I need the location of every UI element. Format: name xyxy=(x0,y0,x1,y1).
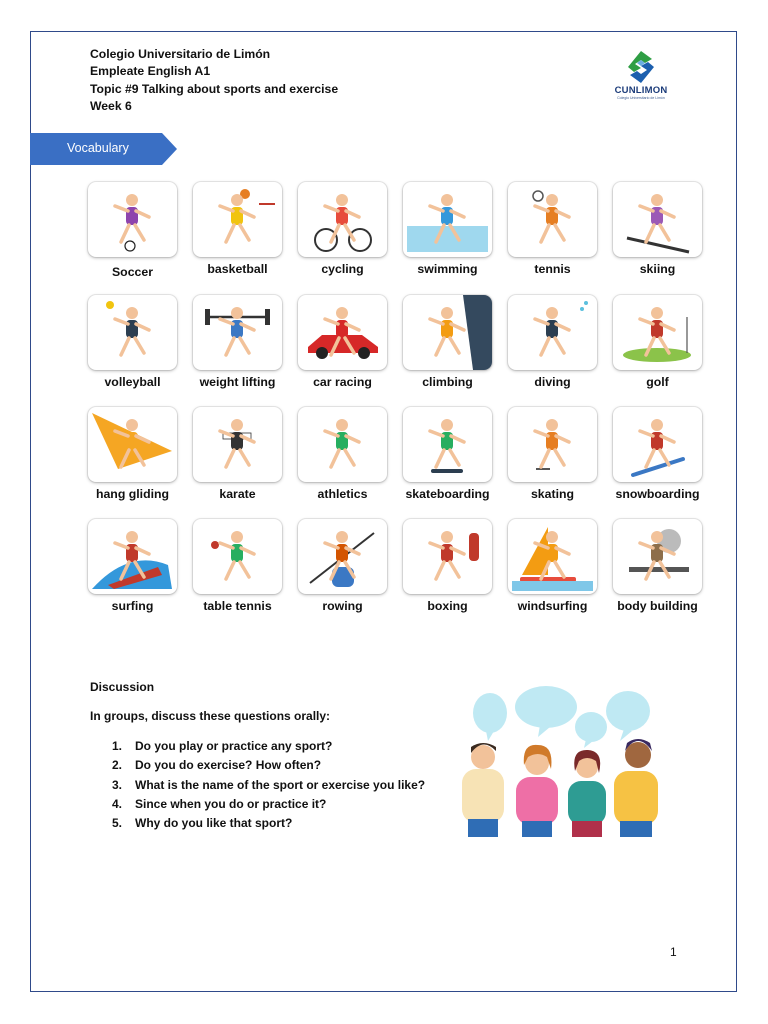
vocab-label: volleyball xyxy=(104,375,161,389)
kayaker-icon xyxy=(298,519,387,594)
vocab-card-snowboarding xyxy=(613,407,702,482)
vocabulary-banner-label: Vocabulary xyxy=(67,141,129,155)
vocab-card-golf xyxy=(613,295,702,370)
skateboarder-icon xyxy=(403,407,492,482)
people-talking-icon xyxy=(452,685,672,837)
header-week: Week 6 xyxy=(90,98,132,113)
runner-icon xyxy=(298,407,387,482)
diver-icon xyxy=(508,295,597,370)
vocab-card-table-tennis xyxy=(193,519,282,594)
golfer-icon xyxy=(613,295,702,370)
vocab-card-surfing xyxy=(88,519,177,594)
vocab-card-basketball xyxy=(193,182,282,257)
discussion-questions xyxy=(112,737,425,833)
bench-press-icon xyxy=(613,519,702,594)
vocab-card-diving xyxy=(508,295,597,370)
header-course: Empleate English A1 xyxy=(90,64,211,79)
surfer-icon xyxy=(88,519,177,594)
vocab-label: hang gliding xyxy=(95,487,170,501)
discussion-intro: In groups, discuss these questions orally: xyxy=(90,709,331,723)
ice-skater-icon xyxy=(508,407,597,482)
vocab-card-rowing xyxy=(298,519,387,594)
question-item: 1. Do you play or practice any sport? xyxy=(112,739,333,753)
vocab-card-cycling xyxy=(298,182,387,257)
vocab-card-skating xyxy=(508,407,597,482)
question-item: 3. What is the name of the sport or exercise you like? xyxy=(112,777,426,792)
vocab-label: table tennis xyxy=(203,599,272,613)
snowboarder-icon xyxy=(613,407,702,482)
boxer-icon xyxy=(403,519,492,594)
vocab-label: skating xyxy=(530,487,575,501)
discussion-title: Discussion xyxy=(90,680,155,694)
vocab-label: car racing xyxy=(313,375,372,389)
vocab-card-windsurfing xyxy=(508,519,597,594)
page-border xyxy=(30,31,737,992)
vocab-label: snowboarding xyxy=(615,487,700,501)
vocab-label: diving xyxy=(534,375,571,389)
vocab-label: golf xyxy=(646,375,669,389)
page-number: 1 xyxy=(670,945,677,959)
basketball-player-icon xyxy=(193,182,282,257)
vocab-card-weight-lifting xyxy=(193,295,282,370)
vocab-label: cycling xyxy=(321,262,364,276)
skier-icon xyxy=(613,182,702,257)
vocab-label: surfing xyxy=(111,599,154,613)
question-item: 4. Since when you do or practice it? xyxy=(112,796,327,811)
vocab-label: karate xyxy=(219,487,256,501)
question-item: 5. Why do you like that sport? xyxy=(112,816,293,831)
vocab-card-skateboarding xyxy=(403,407,492,482)
header-school: Colegio Universitario de Limón xyxy=(90,47,271,61)
vocab-label: skateboarding xyxy=(405,487,490,501)
vocab-card-skiing xyxy=(613,182,702,257)
race-car-icon xyxy=(298,295,387,370)
vocab-label: Soccer xyxy=(111,265,154,279)
vocab-card-tennis xyxy=(508,182,597,257)
vocabulary-banner xyxy=(30,133,178,165)
vocab-card-swimming xyxy=(403,182,492,257)
header-topic: Topic #9 Talking about sports and exercise xyxy=(90,81,339,96)
climber-icon xyxy=(403,295,492,370)
vocab-label: swimming xyxy=(417,262,478,276)
volleyball-player-icon xyxy=(88,295,177,370)
vocab-label: basketball xyxy=(207,262,268,276)
logo-name: CUNLIMON xyxy=(614,85,668,96)
tennis-player-icon xyxy=(508,182,597,257)
windsurfer-icon xyxy=(508,519,597,594)
vocab-card-soccer xyxy=(88,182,177,257)
vocab-label: skiing xyxy=(639,262,676,276)
vocab-label: tennis xyxy=(534,262,571,276)
vocab-label: body building xyxy=(617,599,698,613)
vocab-label: athletics xyxy=(317,487,368,501)
vocab-card-boxing xyxy=(403,519,492,594)
vocab-label: climbing xyxy=(422,375,473,389)
logo-subtitle: Colegio Universitario de Limón xyxy=(617,96,665,100)
document-header xyxy=(90,46,338,115)
swimmer-icon xyxy=(403,182,492,257)
vocab-card-athletics xyxy=(298,407,387,482)
question-item: 2. Do you do exercise? How often? xyxy=(112,758,322,773)
vocab-card-hang-gliding xyxy=(88,407,177,482)
table-tennis-icon xyxy=(193,519,282,594)
vocab-card-car-racing xyxy=(298,295,387,370)
vocab-card-karate xyxy=(193,407,282,482)
vocab-label: weight lifting xyxy=(199,375,276,389)
vocab-card-body-building xyxy=(613,519,702,594)
weightlifter-icon xyxy=(193,295,282,370)
vocab-label: boxing xyxy=(427,599,468,613)
logo-mark-icon xyxy=(625,50,657,84)
vocab-label: rowing xyxy=(322,599,363,613)
vocab-label: windsurfing xyxy=(517,599,588,613)
hang-glider-icon xyxy=(88,407,177,482)
soccer-player-icon xyxy=(88,182,177,257)
karate-icon xyxy=(193,407,282,482)
cyclist-icon xyxy=(298,182,387,257)
cunlimon-logo xyxy=(606,50,676,110)
vocab-card-climbing xyxy=(403,295,492,370)
vocab-card-volleyball xyxy=(88,295,177,370)
